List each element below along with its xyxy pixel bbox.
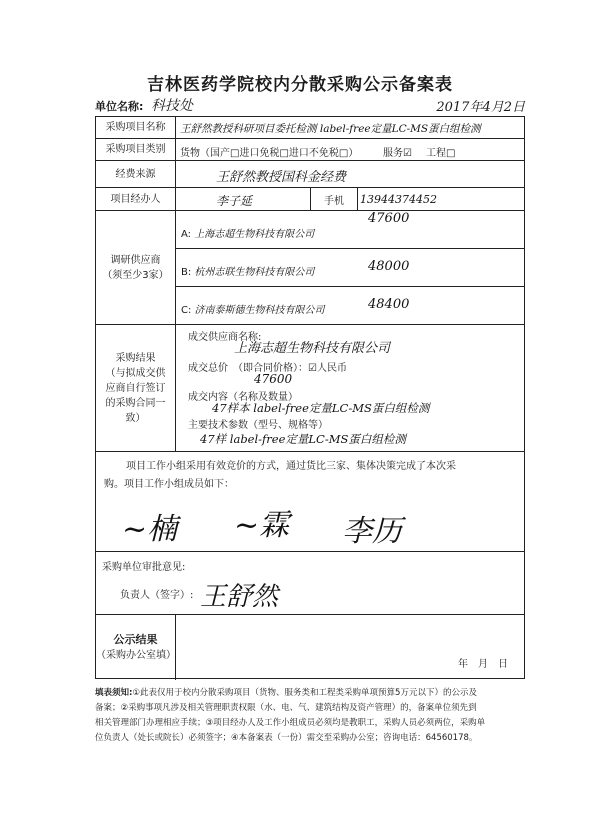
team-text: [104, 458, 518, 493]
result-label-line-3: 应商自行签订: [105, 382, 166, 394]
supplier-b-name: 杭州志联生物科技有限公司: [194, 267, 315, 278]
phone-label: 手机: [310, 188, 358, 210]
team-signature-1: ~楠: [122, 512, 178, 547]
unit-value: 科技处: [151, 98, 193, 114]
publicity-label-line-1: 公示结果: [113, 632, 158, 646]
form-date: 2017年4月2日: [436, 100, 525, 115]
approval-title: 采购单位审批意见:: [102, 562, 186, 573]
project-name-label: 采购项目名称: [96, 117, 176, 138]
result-label-line-4: 的采购合同一: [105, 397, 166, 409]
supplier-a-name: 上海志超生物科技有限公司: [194, 229, 315, 240]
form-notes: [95, 686, 525, 746]
result-label-line-5: 致）: [125, 412, 146, 424]
funding-value: 王舒然教授国科金经费: [216, 170, 347, 185]
publicity-label: [96, 615, 176, 680]
result-label-line-2: （与拟成交供: [105, 367, 166, 379]
suppliers-list: [176, 211, 524, 324]
result-label-line-1: 采购结果: [115, 352, 156, 364]
notes-line-1: ①此表仅用于校内分散采购项目（货物、服务类和工程类采购单项预算5万元以下）的公示及: [132, 688, 477, 698]
price-label: 成交总价 （即合同价格）：☑人民币: [188, 363, 347, 374]
row-funding: [96, 161, 524, 188]
supplier-c-name: 济南泰斯德生物科技有限公司: [194, 305, 325, 316]
suppliers-label-line-1: 调研供应商: [110, 254, 161, 266]
suppliers-label: [96, 211, 176, 324]
price-value: 47600: [254, 372, 293, 386]
content-value: 47样本 label-free定量LC-MS蛋白组检测: [212, 401, 430, 415]
leader-signature: 王舒然: [200, 582, 279, 612]
category-service: 服务☑: [383, 148, 412, 159]
supplier-a-price: 47600: [368, 211, 410, 226]
unit-row: [95, 96, 525, 116]
result-label: [96, 325, 176, 451]
unit-label: 单位名称:: [95, 100, 144, 113]
supplier-a: [176, 211, 524, 249]
notes-line-2: 备案；②采购事项凡涉及相关管理职责权限（水、电、气、建筑结构及资产管理）的，备案单位须先到: [95, 702, 477, 713]
row-manager: [96, 188, 524, 211]
publicity-label-line-2: （采购办公室填）: [96, 650, 176, 662]
row-suppliers: [96, 211, 524, 325]
category-goods: 货物（国产□进口免税□进口不免税□）: [180, 148, 359, 159]
notes-heading: 填表须知:: [95, 688, 133, 698]
category-label: 采购项目类别: [96, 139, 176, 160]
notes-line-3: 相关管理部门办理相应手续；③项目经办人及工作小组成员必须均是教职工，采购人员必须两位，采购单: [95, 717, 486, 728]
funding-label: 经费来源: [96, 161, 176, 187]
content-label: 成交内容（名称及数量）: [188, 392, 298, 403]
team-signature-3: 李历: [342, 514, 402, 549]
form-title: 吉林医药学院校内分散采购公示备案表: [147, 75, 453, 95]
team-text-line-1: 项目工作小组采用有效竞价的方式，通过货比三家、集体决策完成了本次采: [126, 461, 456, 472]
row-category: [96, 139, 524, 161]
supplier-c-tag: C:: [181, 305, 192, 316]
suppliers-label-line-2: （须至少3家）: [102, 269, 169, 281]
supplier-c-price: 48400: [368, 297, 410, 312]
publicity-date: 年 月 日: [458, 659, 508, 670]
manager-name: 李子延: [216, 194, 253, 208]
spec-value: 47样 label-free定量LC-MS蛋白组检测: [200, 432, 406, 446]
category-engineering: 工程□: [426, 148, 456, 159]
winner-value: 上海志超生物科技有限公司: [234, 341, 391, 356]
team-text-line-2: 购。项目工作小组成员如下：: [104, 478, 234, 490]
supplier-c: [176, 287, 524, 325]
form-table: [95, 116, 525, 679]
notes-line-4: 位负责人（处长或院长）必须签字；④本备案表（一份）需交至采购办公室；咨询电话：64560178。: [95, 732, 478, 743]
row-publicity: [96, 615, 524, 680]
spec-label: 主要技术参数（型号、规格等）: [188, 420, 328, 431]
manager-label: 项目经办人: [96, 188, 176, 210]
result-content: [176, 325, 524, 451]
supplier-b-tag: B:: [181, 267, 192, 278]
row-team: [96, 452, 524, 552]
manager-phone: 13944374452: [360, 193, 437, 206]
team-signature-2: ~霖: [234, 508, 290, 543]
row-approval: [96, 552, 524, 615]
project-name-value: 王舒然教授科研项目委托检测 label-free定量LC-MS蛋白组检测: [180, 123, 481, 135]
supplier-a-tag: A:: [181, 229, 192, 240]
supplier-b: [176, 249, 524, 287]
winner-label: 成交供应商名称:: [188, 332, 262, 343]
supplier-b-price: 48000: [368, 259, 410, 274]
leader-label: 负责人（签字）:: [120, 590, 194, 601]
row-project-name: [96, 117, 524, 139]
row-result: [96, 325, 524, 452]
